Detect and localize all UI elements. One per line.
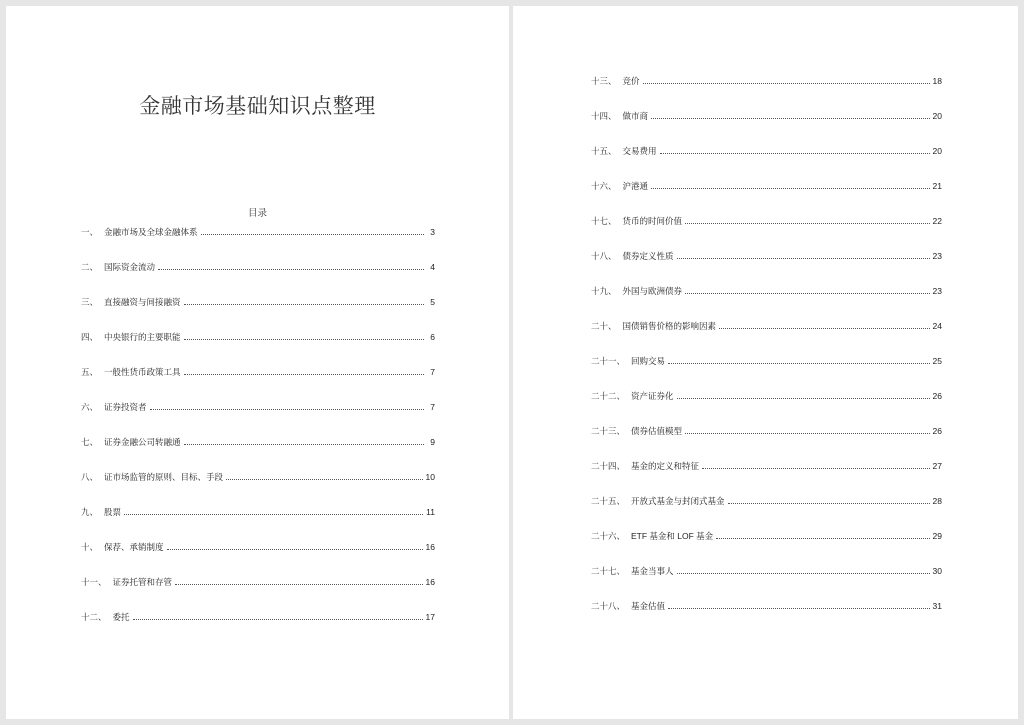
left-page: [6, 6, 509, 719]
toc-entry[interactable]: [81, 262, 435, 297]
toc-entry-number: 十三、: [591, 76, 617, 86]
toc-entry-page: 16: [425, 542, 435, 552]
toc-entry-number: 十、: [81, 542, 99, 552]
toc-heading: 目录: [247, 208, 267, 219]
toc-entry-number: 三、: [81, 297, 99, 307]
toc-entry-page: 9: [430, 437, 435, 447]
toc-entry-page: 29: [932, 531, 942, 541]
toc-entry-number: 二十四、: [591, 461, 626, 471]
toc-entry-page: 23: [932, 286, 942, 296]
toc-entry-page: 23: [932, 251, 942, 261]
toc-leader-dots: [651, 187, 930, 189]
toc-leader-dots: [728, 502, 930, 504]
toc-entry-number: 十一、: [81, 577, 107, 587]
toc-list-right: [591, 76, 942, 636]
toc-leader-dots: [226, 478, 423, 480]
toc-entry-page: 10: [425, 472, 435, 482]
toc-entry[interactable]: [591, 76, 942, 111]
toc-entry-number: 八、: [81, 472, 99, 482]
toc-entry[interactable]: [591, 216, 942, 251]
toc-leader-dots: [184, 373, 424, 375]
toc-entry[interactable]: [81, 577, 435, 612]
document-title: 金融市场基础知识点整理: [139, 94, 376, 118]
toc-entry-page: 24: [932, 321, 942, 331]
toc-entry-number: 十九、: [591, 286, 617, 296]
toc-leader-dots: [184, 303, 424, 305]
toc-entry-page: 22: [932, 216, 942, 226]
toc-leader-dots: [677, 257, 930, 259]
right-page: [513, 6, 1018, 719]
toc-leader-dots: [685, 432, 930, 434]
toc-entry-title: 金融市场及全球金融体系: [104, 227, 198, 237]
toc-entry[interactable]: [591, 566, 942, 601]
toc-entry-page: 17: [425, 612, 435, 622]
toc-entry-title: 股票: [104, 507, 122, 517]
toc-entry-number: 二十五、: [591, 496, 626, 506]
toc-entry-page: 20: [932, 111, 942, 121]
toc-leader-dots: [158, 268, 424, 270]
toc-leader-dots: [716, 537, 929, 539]
toc-entry[interactable]: [81, 437, 435, 472]
toc-entry[interactable]: [81, 367, 435, 402]
toc-leader-dots: [643, 82, 930, 84]
toc-entry-title: 国债销售价格的影响因素: [622, 321, 717, 331]
toc-entry[interactable]: [81, 507, 435, 542]
toc-entry-title: 做市商: [622, 111, 649, 121]
toc-entry-title: 证市场监管的原则、目标、手段: [104, 472, 224, 482]
toc-entry-page: 7: [430, 402, 435, 412]
toc-entry-page: 21: [932, 181, 942, 191]
toc-entry-title: 基金的定义和特征: [631, 461, 700, 471]
toc-entry[interactable]: [591, 286, 942, 321]
toc-leader-dots: [124, 513, 423, 515]
toc-entry-number: 二、: [81, 262, 99, 272]
toc-entry-title: 回购交易: [631, 356, 666, 366]
toc-leader-dots: [677, 397, 930, 399]
toc-entry-title: 债券定义性质: [622, 251, 674, 261]
toc-entry-page: 3: [430, 227, 435, 237]
toc-leader-dots: [719, 327, 930, 329]
toc-entry-page: 25: [932, 356, 942, 366]
toc-entry-page: 26: [932, 426, 942, 436]
toc-entry[interactable]: [591, 146, 942, 181]
toc-entry[interactable]: [81, 227, 435, 262]
toc-entry[interactable]: [81, 332, 435, 367]
toc-entry-number: 九、: [81, 507, 99, 517]
toc-entry-title: 保荐、承销制度: [104, 542, 164, 552]
toc-entry-number: 十二、: [81, 612, 107, 622]
toc-entry-number: 五、: [81, 367, 99, 377]
toc-entry[interactable]: [591, 391, 942, 426]
toc-entry-title: ETF 基金和 LOF 基金: [631, 531, 714, 541]
toc-entry-page: 18: [932, 76, 942, 86]
toc-entry-page: 4: [430, 262, 435, 272]
toc-entry-title: 证券托管和存管: [112, 577, 173, 587]
toc-leader-dots: [201, 233, 424, 235]
toc-entry-number: 十七、: [591, 216, 617, 226]
toc-list-left: [81, 227, 435, 647]
toc-entry-title: 货币的时间价值: [622, 216, 683, 226]
toc-entry[interactable]: [591, 181, 942, 216]
toc-leader-dots: [668, 362, 930, 364]
toc-leader-dots: [133, 618, 423, 620]
toc-entry-number: 二十三、: [591, 426, 626, 436]
toc-entry-title: 证券金融公司转融通: [104, 437, 181, 447]
toc-leader-dots: [668, 607, 930, 609]
toc-entry[interactable]: [81, 472, 435, 507]
toc-entry-page: 11: [426, 507, 435, 517]
toc-leader-dots: [184, 338, 424, 340]
toc-leader-dots: [150, 408, 424, 410]
toc-entry-page: 5: [430, 297, 435, 307]
toc-entry-page: 20: [932, 146, 942, 156]
toc-leader-dots: [184, 443, 424, 445]
toc-entry-number: 二十六、: [591, 531, 626, 541]
toc-entry-title: 开放式基金与封闭式基金: [631, 496, 725, 506]
toc-entry-title: 竞价: [622, 76, 640, 86]
toc-entry-page: 30: [932, 566, 942, 576]
toc-entry[interactable]: [591, 321, 942, 356]
toc-entry[interactable]: [591, 461, 942, 496]
toc-entry-number: 六、: [81, 402, 99, 412]
toc-entry-number: 二十七、: [591, 566, 626, 576]
toc-entry-page: 31: [932, 601, 942, 611]
toc-entry-title: 证券投资者: [104, 402, 147, 412]
toc-entry-number: 七、: [81, 437, 99, 447]
toc-leader-dots: [167, 548, 423, 550]
toc-entry-page: 6: [430, 332, 435, 342]
toc-entry-title: 委托: [112, 612, 130, 622]
toc-entry[interactable]: [591, 531, 942, 566]
toc-entry-title: 基金当事人: [631, 566, 674, 576]
toc-entry-title: 一般性货币政策工具: [104, 367, 181, 377]
toc-entry-number: 二十二、: [591, 391, 626, 401]
toc-entry-title: 直接融资与间接融资: [104, 297, 181, 307]
toc-entry-title: 中央银行的主要职能: [104, 332, 181, 342]
toc-entry-page: 26: [932, 391, 942, 401]
toc-entry-title: 交易费用: [622, 146, 657, 156]
toc-entry-title: 沪港通: [622, 181, 649, 191]
toc-entry-page: 7: [430, 367, 435, 377]
toc-entry[interactable]: [591, 601, 942, 636]
toc-entry-number: 二十八、: [591, 601, 626, 611]
toc-leader-dots: [677, 572, 930, 574]
toc-entry[interactable]: [81, 542, 435, 577]
toc-entry-number: 一、: [81, 227, 99, 237]
toc-entry-page: 27: [932, 461, 942, 471]
toc-leader-dots: [685, 222, 930, 224]
toc-entry[interactable]: [81, 297, 435, 332]
toc-entry-title: 资产证券化: [631, 391, 674, 401]
toc-entry[interactable]: [591, 251, 942, 286]
toc-entry-title: 债券估值模型: [631, 426, 683, 436]
toc-leader-dots: [660, 152, 930, 154]
toc-leader-dots: [702, 467, 930, 469]
toc-entry-title: 基金估值: [631, 601, 666, 611]
toc-entry[interactable]: [81, 402, 435, 437]
toc-leader-dots: [175, 583, 423, 585]
toc-entry[interactable]: [591, 496, 942, 531]
toc-entry[interactable]: [591, 426, 942, 461]
toc-leader-dots: [651, 117, 930, 119]
toc-leader-dots: [685, 292, 930, 294]
toc-entry-page: 28: [932, 496, 942, 506]
toc-entry-number: 十六、: [591, 181, 617, 191]
toc-entry-number: 四、: [81, 332, 99, 342]
toc-entry-number: 十五、: [591, 146, 617, 156]
toc-entry-title: 国际资金流动: [104, 262, 156, 272]
toc-entry[interactable]: [81, 612, 435, 647]
toc-entry-number: 十八、: [591, 251, 617, 261]
toc-entry-title: 外国与欧洲债券: [622, 286, 683, 296]
toc-entry-number: 二十一、: [591, 356, 626, 366]
toc-entry-number: 十四、: [591, 111, 617, 121]
toc-entry[interactable]: [591, 111, 942, 146]
toc-entry[interactable]: [591, 356, 942, 391]
toc-entry-page: 16: [425, 577, 435, 587]
toc-entry-number: 二十、: [591, 321, 617, 331]
